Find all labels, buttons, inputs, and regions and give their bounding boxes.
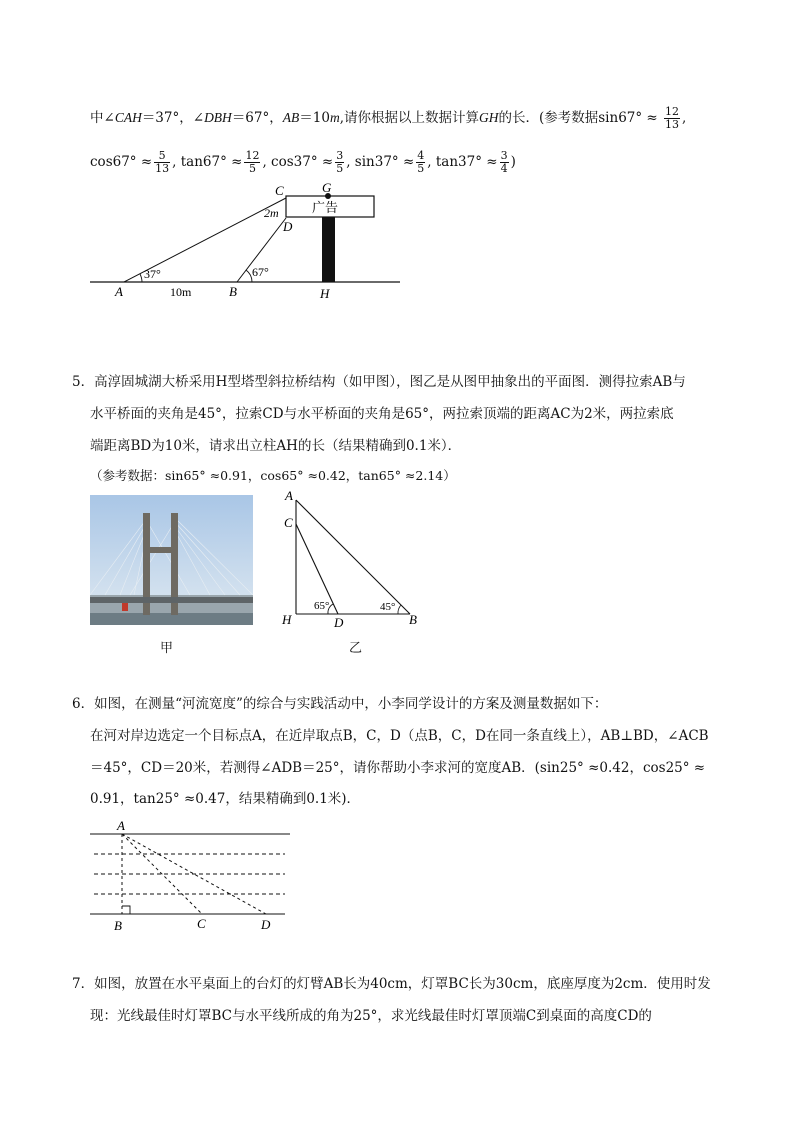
label-b: B [114,918,122,933]
label-d: D [261,917,271,932]
label-2m: 2m [264,206,279,220]
q6-line-3: ＝45°，CD＝20米，若测得∠ADB＝25°，请你帮助小李求河的宽度AB．(sin25° ≈0.42，cos25° ≈ [90,760,706,776]
label-h: H [282,612,292,627]
q6-line-1: 6．如图，在测量“河流宽度”的综合与实践活动中，小李同学设计的方案及测量数据如下： [72,696,608,712]
label-b: B [229,284,237,299]
caption-jia: 甲 [160,641,174,656]
q5-line-2: 水平桥面的夹角是45°，拉索CD与水平桥面的夹角是65°，两拉索顶端的距离AC为2米，两拉索底 [90,406,674,422]
label-c: C [275,183,284,198]
label-c: C [284,515,293,530]
fraction-tan37: $\frac{3}{4}$ [500,149,508,175]
angle-label-45: 45° [380,601,396,613]
q4-text-line-1: 中∠CAH＝37°，∠DBH＝67°，AB＝10m,请你根据以上数据计算GH的长．(参考数据sin67° ≈ $\frac{12}{13}$ , [90,105,687,131]
label-a: A [117,818,125,833]
q5-line-1: 5．高淳固城湖大桥采用H型塔型斜拉桥结构（如甲图），图乙是从图甲抽象出的平面图．测得拉索AB与 [72,374,686,390]
fraction-cos37: $\frac{3}{5}$ [336,149,344,175]
fraction-tan67: $\frac{12}{5}$ [245,149,260,175]
label-b: B [409,612,417,627]
q6-line-4: 0.91，tan25° ≈0.47，结果精确到0.1米)． [90,791,361,807]
fraction-sin37: $\frac{4}{5}$ [417,149,425,175]
segment-ac [122,834,202,914]
q5-line-3: 端距离BD为10米，请求出立柱AH的长（结果精确到0.1米）． [90,438,462,454]
label-d: D [283,219,293,234]
sign-text: 广告 [312,201,339,216]
q7-line-1: 7．如图，放置在水平桌面上的台灯的灯臂AB长为40cm，灯罩BC长为30cm，底座厚度为2cm．使用时发 [72,976,711,992]
label-a: A [115,284,123,299]
angle-label-65: 65° [314,600,330,612]
label-h: H [320,286,330,301]
q4-text-line-2: cos67° ≈ $\frac{5}{13}$ , tan67° ≈ $\frac{12}{5}$ , cos37° ≈ $\frac{3}{5}$ , sin37° ≈ $\frac{4}{5}$ , tan37° ≈ $\frac{3}{4}$ ) [90,149,516,175]
label-10m: 10m [170,285,192,299]
q6-line-2: 在河对岸边选定一个目标点A，在近岸取点B，C，D（点B，C，D在同一条直线上），AB⊥BD，∠ACB [90,728,709,744]
label-c: C [197,916,206,931]
label-a: A [285,488,293,503]
q5-line-4: （参考数据：sin65° ≈0.91，cos65° ≈0.42，tan65° ≈2.14） [90,468,456,483]
fraction-cos67: $\frac{5}{13}$ [155,149,170,175]
q7-line-2: 现：光线最佳时灯罩BC与水平线所成的角为25°，求光线最佳时灯罩顶端C到桌面的高度CD的 [90,1008,652,1024]
angle-label-67: 67° [252,265,269,279]
label-g: G [322,180,332,195]
label-d: D [334,615,344,630]
angle-label-37: 37° [144,267,161,281]
fraction-sin67: $\frac{12}{13}$ [665,105,680,131]
caption-yi: 乙 [349,641,363,656]
right-angle-mark [122,906,130,914]
